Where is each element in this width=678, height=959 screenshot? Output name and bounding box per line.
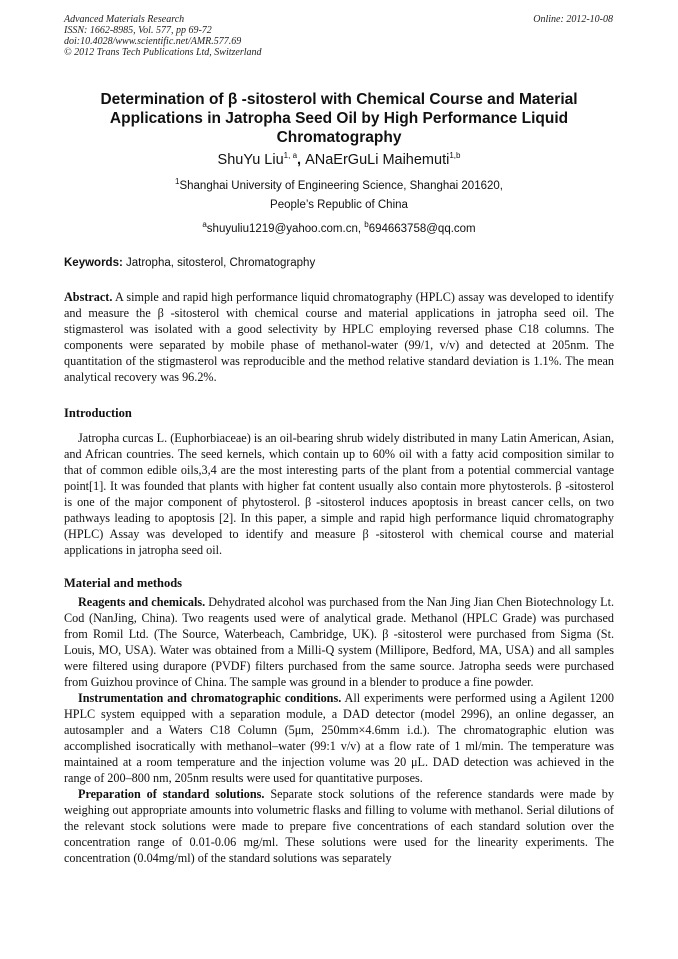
journal-issn: ISSN: 1662-8985, Vol. 577, pp 69-72: [64, 25, 212, 36]
affiliation-institution: Shanghai University of Engineering Science, Shanghai 201620,: [179, 179, 503, 192]
journal-name: Advanced Materials Research: [64, 14, 185, 25]
reagents-text: Dehydrated alcohol was purchased from the Nan Jing Jian Chen Biotechnology Lt. Cod (NanJing, China). Two reagents used were of analytical grade. Methanol (HPLC Grade) was purchased from Romil Ltd. (The Source, Waterbeach, Cambridge, UK). β -sitosterol were purchased from Sigma (St. Louis, MO, USA). Water was obtained from a Milli-Q system (Millipore, Bedford, MA, USA) and all samples were filtered using durapore (PVDF) filters purchased from the same source. Jatropha seeds were purchased from Guizhou province of China. The sample was ground in a blender to produce a fine powder.: [64, 595, 614, 689]
instrumentation-paragraph: [64, 690, 614, 786]
keywords: [64, 257, 315, 269]
email-b: 694663758@qq.com: [368, 222, 476, 235]
introduction-text: Jatropha curcas L. (Euphorbiaceae) is an oil-bearing shrub widely distributed in many Latin American, Asian, and African countries. The seed kernels, which contain up to 60% oil with a fatty acid composition similar to that of common edible oils,3,4 are the most interesting parts of the plant from a potential commercial vantage point[1]. It was founded that plants with higher fat content usually also contain more phytosterols. β -sitosterol is one of the major component of phytosterol. β -sitosterol induces apoptosis in breast cancer cells, on two pathways leading to apoptosis [2]. In this paper, a simple and rapid high performance liquid chromatography (HPLC) Assay was developed to identify and measure β -sitosterol with chemical course and material applications in jatropha seed oil.: [64, 431, 614, 557]
introduction-heading: Introduction: [64, 406, 132, 420]
introduction-body: [64, 430, 614, 558]
journal-doi: doi:10.4028/www.scientific.net/AMR.577.69: [64, 36, 242, 47]
keywords-label: Keywords:: [64, 257, 123, 269]
reagents-paragraph: [64, 594, 614, 690]
abstract-text: A simple and rapid high performance liquid chromatography (HPLC) assay was developed to identify and measure the β -sitosterol with chemical course and material applications in jatropha seed oil. The stigmasterol was isolated with a good selectivity by HPLC employing reversed phase C18 columns. The components were separated by mobile phase of methanol-water (99/1, v/v) and detected at 205nm. The quantitation of the stigmasterol was reproducible and the method relative standard deviation is 1.1%. The mean analytical recovery was 96.2%.: [64, 290, 614, 384]
journal-copyright: © 2012 Trans Tech Publications Ltd, Switzerland: [64, 47, 262, 58]
author-2-sup: 1,b: [449, 151, 461, 160]
affiliation-line-1: [64, 177, 614, 192]
email-b-sup: b: [364, 220, 369, 229]
author-1-sup: 1, a: [283, 151, 298, 160]
reagents-label: Reagents and chemicals.: [78, 595, 206, 609]
author-line: [64, 151, 614, 168]
email-a-sup: a: [202, 220, 207, 229]
methods-heading: Material and methods: [64, 576, 183, 590]
affiliation-country: People’s Republic of China: [270, 199, 408, 211]
author-separator: ,: [297, 151, 306, 168]
author-1-name: ShuYu Liu: [217, 151, 284, 168]
journal-header: [64, 14, 262, 58]
affiliation-sup: 1: [175, 177, 180, 186]
preparation-paragraph: [64, 786, 614, 866]
preparation-text: Separate stock solutions of the reference standards were made by weighing out appropriate amounts into volumetric flasks and filling to volume with methanol. Serial dilutions of the relevant stock solutions were made to prepare five concentrations of each standard solution over the concentration range of 0.01-0.06 mg/ml. These solutions were used for the linearity experiments. The concentration (0.04mg/ml) of the standard solutions was separately: [64, 787, 614, 865]
paper-title: Determination of β -sitosterol with Chemical Course and Material Applications in Jatropha Seed Oil by High Performance Liquid Chromatography: [100, 91, 578, 146]
author-2-name: ANaErGuLi Maihemuti: [305, 151, 450, 168]
methods-body: [64, 594, 614, 866]
online-date: Online: 2012-10-08: [533, 14, 613, 25]
instrumentation-text: All experiments were performed using a Agilent 1200 HPLC system equipped with a separation module, a DAD detector (model 2996), an online degasser, an autosampler and a Waters C18 Column (5μm, 250mm×4.6mm i.d.). The chromatographic elution was accomplished isocratically with methanol–water (99:1 v/v) at a flow rate of 1 ml/min. The temperature was maintained at a room temperature and the injection volume was 20 μL. DAD detection was achieved in the range of 200–800 nm, 205nm results were used for quantitative purposes.: [64, 691, 614, 785]
email-a: shuyuliu1219@yahoo.com.cn,: [206, 222, 365, 235]
keywords-text: Jatropha, sitosterol, Chromatography: [122, 257, 316, 269]
abstract-label: Abstract.: [64, 290, 113, 304]
preparation-label: Preparation of standard solutions.: [78, 787, 265, 801]
affiliation-emails: [64, 220, 614, 235]
abstract: [64, 289, 614, 385]
instrumentation-label: Instrumentation and chromatographic conditions.: [78, 691, 342, 705]
